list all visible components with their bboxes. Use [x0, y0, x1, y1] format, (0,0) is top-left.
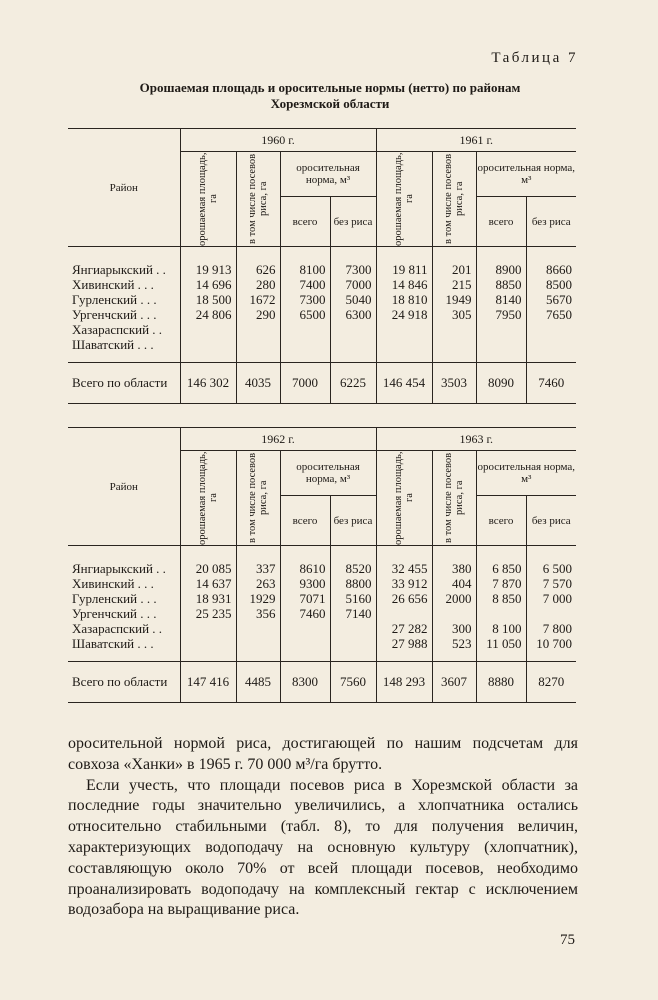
total-cell: 3607 — [432, 662, 476, 703]
table-cell: 11 050 — [476, 636, 526, 662]
table-cell: 32 455 — [376, 546, 432, 577]
table-cell: 523 — [432, 636, 476, 662]
table-cell: 201 — [432, 247, 476, 278]
table-cell: 280 — [236, 277, 280, 292]
table-cell: 263 — [236, 576, 280, 591]
total-cell: 7000 — [280, 363, 330, 404]
irrigated-area-header: орошаемая площадь, га — [180, 152, 236, 247]
table-cell — [236, 621, 280, 636]
table-cell — [180, 636, 236, 662]
table-cell: 7650 — [526, 307, 576, 322]
table-cell: 18 931 — [180, 591, 236, 606]
irrigated-area-header: орошаемая площадь, га — [376, 451, 432, 546]
table-cell — [432, 337, 476, 363]
table-row — [68, 591, 576, 606]
irrigation-norm-header: оросительная норма, м³ — [476, 451, 576, 496]
total-label: Всего по области — [68, 662, 180, 703]
table-cell: 215 — [432, 277, 476, 292]
table-cell — [376, 337, 432, 363]
norm-total-header: всего — [280, 496, 330, 546]
table-cell: 7300 — [280, 292, 330, 307]
page-number: 75 — [560, 932, 575, 948]
table-row — [68, 307, 576, 322]
table-cell — [376, 322, 432, 337]
table-caption — [80, 80, 580, 112]
caption-line-2: Хорезмской области — [270, 96, 390, 111]
table-row — [68, 292, 576, 307]
table-cell: 8 100 — [476, 621, 526, 636]
total-cell: 6225 — [330, 363, 376, 404]
table-cell — [330, 636, 376, 662]
table-cell: 404 — [432, 576, 476, 591]
region-name: Хивинский . . . — [72, 277, 154, 292]
table-cell — [476, 606, 526, 621]
region-name: Ургенчский . . . — [72, 606, 157, 621]
year-header: 1960 г. — [180, 129, 376, 152]
norm-total-header: всего — [476, 197, 526, 247]
table-cell — [432, 606, 476, 621]
table-row — [68, 322, 576, 337]
table-cell: 25 235 — [180, 606, 236, 621]
norm-without-rice-header: без риса — [526, 496, 576, 546]
region-name: Гурленский . . . — [72, 292, 157, 307]
table-cell: 626 — [236, 247, 280, 278]
table-cell: 8850 — [476, 277, 526, 292]
norm-total-header: всего — [280, 197, 330, 247]
total-cell: 146 454 — [376, 363, 432, 404]
table-row — [68, 337, 576, 363]
region-name: Хивинский . . . — [72, 576, 154, 591]
table-cell: 19 811 — [376, 247, 432, 278]
total-row — [68, 662, 576, 703]
table-cell: 1672 — [236, 292, 280, 307]
table-cell: 7300 — [330, 247, 376, 278]
irrigation-norm-header: оросительная норма, м³ — [280, 152, 376, 197]
table-cell: 8900 — [476, 247, 526, 278]
table-cell: 290 — [236, 307, 280, 322]
total-cell: 148 293 — [376, 662, 432, 703]
rice-area-header: в том числе посевов риса, га — [432, 152, 476, 247]
table-cell: 14 637 — [180, 576, 236, 591]
total-cell: 8270 — [526, 662, 576, 703]
body-text — [68, 734, 578, 921]
table-cell: 7 000 — [526, 591, 576, 606]
table-cell — [330, 322, 376, 337]
table-cell — [236, 636, 280, 662]
total-cell: 8880 — [476, 662, 526, 703]
table-row — [68, 546, 576, 577]
table-cell — [180, 621, 236, 636]
table-cell — [432, 322, 476, 337]
irrigation-table-1960-1961 — [68, 128, 576, 404]
table-cell: 8 850 — [476, 591, 526, 606]
table-cell: 27 988 — [376, 636, 432, 662]
region-name: Шаватский . . . — [72, 337, 154, 352]
total-cell: 4485 — [236, 662, 280, 703]
table-cell: 5040 — [330, 292, 376, 307]
table-number-label: Таблица 7 — [491, 50, 578, 66]
table-cell — [280, 621, 330, 636]
table-cell: 14 846 — [376, 277, 432, 292]
irrigated-area-header: орошаемая площадь, га — [180, 451, 236, 546]
table-cell: 33 912 — [376, 576, 432, 591]
table-cell: 7950 — [476, 307, 526, 322]
total-cell: 3503 — [432, 363, 476, 404]
table-cell: 7071 — [280, 591, 330, 606]
table-cell: 1929 — [236, 591, 280, 606]
year-header: 1961 г. — [376, 129, 576, 152]
table-cell: 7000 — [330, 277, 376, 292]
total-cell: 7460 — [526, 363, 576, 404]
table-cell: 8610 — [280, 546, 330, 577]
rice-area-header: в том числе посевов риса, га — [236, 451, 280, 546]
table-cell — [280, 636, 330, 662]
total-cell: 8300 — [280, 662, 330, 703]
irrigation-norm-header: оросительная норма, м³ — [280, 451, 376, 496]
region-header: Район — [68, 129, 180, 247]
table-cell: 7 800 — [526, 621, 576, 636]
region-name: Шаватский . . . — [72, 636, 154, 651]
table-cell: 5160 — [330, 591, 376, 606]
table-cell: 6 500 — [526, 546, 576, 577]
total-row — [68, 363, 576, 404]
region-name: Гурленский . . . — [72, 591, 157, 606]
irrigation-table-1962-1963 — [68, 427, 576, 703]
table-cell: 27 282 — [376, 621, 432, 636]
year-header: 1963 г. — [376, 428, 576, 451]
norm-without-rice-header: без риса — [330, 496, 376, 546]
total-label: Всего по области — [68, 363, 180, 404]
table-cell: 8100 — [280, 247, 330, 278]
table-cell: 24 806 — [180, 307, 236, 322]
table-cell — [330, 337, 376, 363]
table-row — [68, 636, 576, 662]
table-cell — [476, 337, 526, 363]
table-cell: 2000 — [432, 591, 476, 606]
table-cell — [526, 606, 576, 621]
table-cell: 20 085 — [180, 546, 236, 577]
table-cell: 8140 — [476, 292, 526, 307]
irrigation-norm-header: оросительная норма, м³ — [476, 152, 576, 197]
rice-area-header: в том числе посевов риса, га — [432, 451, 476, 546]
region-name: Хазараспский . . — [72, 621, 163, 636]
table-cell: 14 696 — [180, 277, 236, 292]
irrigated-area-header: орошаемая площадь, га — [376, 152, 432, 247]
paragraph-2: Если учесть, что площади посевов риса в Хорезмской области за последние годы значительно увеличились, а хлопчатника остались относительно стабильными (табл. 8), то для получения величин, характеризующих водоподачу на основную культуру (хлопчатник), составляющую около 70% от всей площади посевов, необходимо проанализировать водоподачу на комплексный гектар с исключением водозабора на выращивание риса. — [68, 776, 578, 919]
region-header: Район — [68, 428, 180, 546]
table-cell: 356 — [236, 606, 280, 621]
table-cell: 300 — [432, 621, 476, 636]
table-cell: 8520 — [330, 546, 376, 577]
table-cell: 337 — [236, 546, 280, 577]
table-cell: 380 — [432, 546, 476, 577]
table-cell: 6 850 — [476, 546, 526, 577]
region-name: Ургенчский . . . — [72, 307, 157, 322]
table-cell: 18 500 — [180, 292, 236, 307]
total-cell: 146 302 — [180, 363, 236, 404]
year-header: 1962 г. — [180, 428, 376, 451]
table-cell: 8660 — [526, 247, 576, 278]
rice-area-header: в том числе посевов риса, га — [236, 152, 280, 247]
table-row — [68, 247, 576, 278]
table-cell: 7460 — [280, 606, 330, 621]
table-cell — [236, 337, 280, 363]
table-cell — [376, 606, 432, 621]
total-cell: 4035 — [236, 363, 280, 404]
table-cell: 6300 — [330, 307, 376, 322]
total-cell: 7560 — [330, 662, 376, 703]
table-cell: 7140 — [330, 606, 376, 621]
table-cell: 5670 — [526, 292, 576, 307]
table-row — [68, 621, 576, 636]
total-cell: 8090 — [476, 363, 526, 404]
table-cell: 6500 — [280, 307, 330, 322]
table-cell — [526, 337, 576, 363]
table-cell: 7 870 — [476, 576, 526, 591]
region-name: Янгиарыкский . . — [72, 262, 166, 277]
table-cell — [330, 621, 376, 636]
norm-total-header: всего — [476, 496, 526, 546]
table-cell: 18 810 — [376, 292, 432, 307]
region-name: Янгиарыкский . . — [72, 561, 166, 576]
norm-without-rice-header: без риса — [330, 197, 376, 247]
table-cell: 7400 — [280, 277, 330, 292]
table-cell: 7 570 — [526, 576, 576, 591]
table-cell: 10 700 — [526, 636, 576, 662]
region-name: Хазараспский . . — [72, 322, 163, 337]
table-cell: 305 — [432, 307, 476, 322]
table-cell: 26 656 — [376, 591, 432, 606]
table-row — [68, 277, 576, 292]
table-cell — [236, 322, 280, 337]
table-cell: 19 913 — [180, 247, 236, 278]
table-cell: 1949 — [432, 292, 476, 307]
table-cell — [280, 322, 330, 337]
table-cell: 24 918 — [376, 307, 432, 322]
table-row — [68, 606, 576, 621]
table-cell: 8500 — [526, 277, 576, 292]
total-cell: 147 416 — [180, 662, 236, 703]
table-row — [68, 576, 576, 591]
table-cell: 9300 — [280, 576, 330, 591]
table-cell — [526, 322, 576, 337]
table-cell — [476, 322, 526, 337]
table-cell — [180, 337, 236, 363]
table-cell: 8800 — [330, 576, 376, 591]
norm-without-rice-header: без риса — [526, 197, 576, 247]
table-cell — [180, 322, 236, 337]
table-cell — [280, 337, 330, 363]
caption-line-1: Орошаемая площадь и оросительные нормы (нетто) по районам — [139, 80, 521, 95]
paragraph-1: оросительной нормой риса, достигающей по нашим подсчетам для совхоза «Ханки» в 1965 г. 70 000 м³/га брутто. — [68, 735, 578, 773]
